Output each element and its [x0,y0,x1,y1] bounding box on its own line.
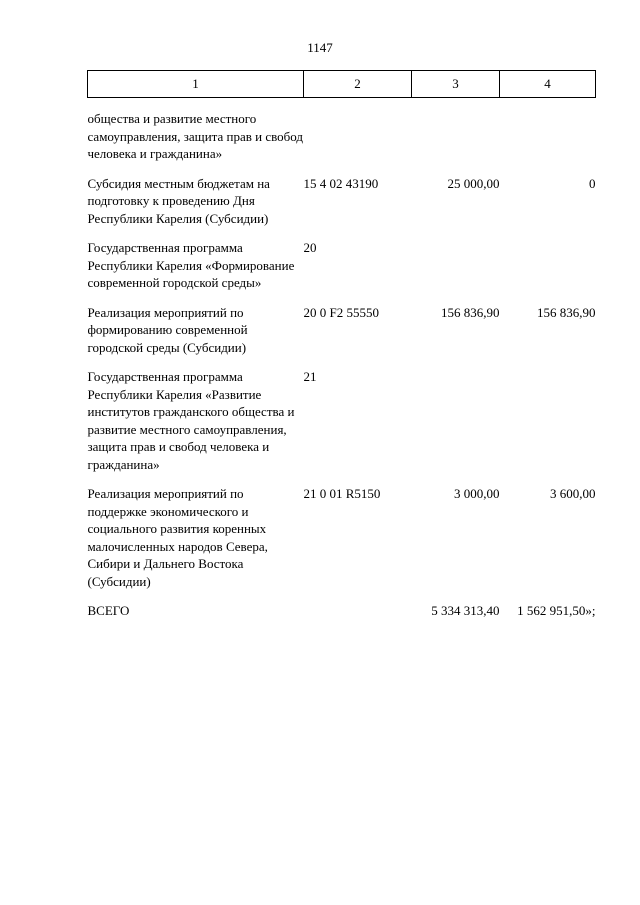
row-value-3 [412,368,500,473]
table-row [88,368,596,473]
row-value-4 [500,239,596,292]
table-row [88,110,596,163]
row-name: Государственная программа Республики Карелия «Развитие институтов гражданского общества и развитие местного самоуправления, защита прав и свобод человека и гражданина» [87,369,295,472]
total-label: ВСЕГО [87,603,130,618]
row-name: Реализация мероприятий по поддержке экономического и социального развития коренных малочисленных народов Севера, Сибири и Дальнего Востока (Субсидии) [87,486,268,589]
total-row [88,602,596,620]
total-value-4: 1 562 951,50»; [517,603,596,618]
table-row [88,485,596,590]
row-value-3 [412,110,500,163]
row-value-3: 25 000,00 [447,175,500,191]
row-name: общества и развитие местного самоуправления, защита прав и свобод человека и гражданина» [87,111,304,161]
row-name: Реализация мероприятий по формированию современной городской среды (Субсидии) [87,304,248,355]
column-header-2: 2 [304,71,412,98]
row-value-4 [500,110,596,163]
row-code [304,110,412,163]
row-value-3: 156 836,90 [441,304,500,320]
page-number: 1147 [307,40,333,55]
table-row [88,175,596,228]
table-header-row [88,71,596,98]
budget-table [87,70,596,620]
column-header-1: 1 [88,71,304,98]
row-name: Государственная программа Республики Карелия «Формирование современной городской среды» [87,240,295,290]
row-value-4: 156 836,90 [537,304,596,320]
row-value-3: 3 000,00 [454,486,500,501]
row-value-4: 0 [589,175,596,191]
row-code: 21 [303,369,317,384]
column-header-3: 3 [412,71,500,98]
row-name: Субсидия местным бюджетам на подготовку к проведению Дня Республики Карелия (Субсидии) [87,175,270,226]
row-code: 15 4 02 43190 [303,175,379,191]
table-row [88,239,596,292]
total-value-3: 5 334 313,40 [431,603,500,618]
row-value-4 [500,368,596,473]
row-code: 20 0 F2 55550 [303,304,379,320]
row-value-3 [412,239,500,292]
row-code [304,602,412,620]
row-code: 21 0 01 R5150 [303,486,381,501]
row-code: 20 [303,240,317,255]
column-header-4: 4 [500,71,596,98]
table-row [88,304,596,357]
row-value-4: 3 600,00 [550,486,596,501]
